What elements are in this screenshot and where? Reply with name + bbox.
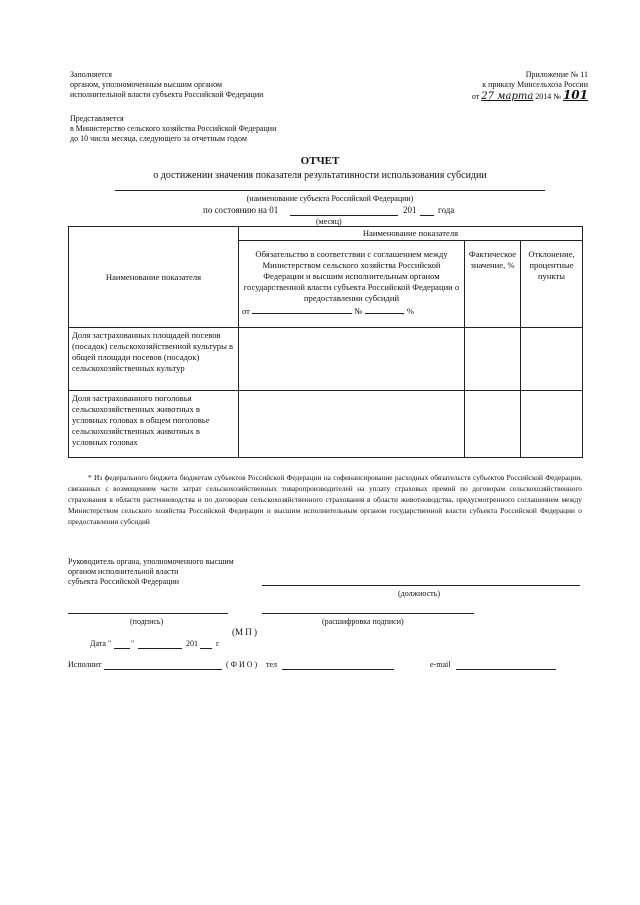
obligation-pct: , % [402,306,415,316]
as-of-month-line [290,215,398,216]
header-right [458,70,588,102]
executor-label: Исполнит [68,660,102,669]
report-subtitle: о достижении значения показателя результативности использования субсидии [153,170,487,181]
order-label: к приказу Минсельхоза России [482,80,588,89]
col-deviation: Отклонение, процентные пункты [521,241,583,328]
as-of-year: 201 [403,205,417,215]
col-obligation [239,241,465,328]
header-left-line: органом, уполномоченным высшим органом [70,80,222,89]
group-header: Наименование показателя [239,227,583,241]
position-caption: (должность) [398,589,440,598]
submission-line: Представляется [70,114,124,123]
obligation-from-blank [252,313,352,314]
order-number-handwritten: 101 [562,88,588,102]
submission-line: в Министерство сельского хозяйства Российской Федерации [70,124,277,133]
subject-caption: (наименование субъекта Российской Федерации) [246,194,414,203]
cell-obligation-value[interactable] [239,391,465,458]
header-left-line: Заполняется [70,70,112,79]
obligation-from: от [242,306,250,316]
submission-line: до 10 числа месяца, следующего за отчетным годом [70,134,247,143]
month-caption: (месяц) [316,217,342,226]
obligation-no-blank [365,313,403,314]
head-block [68,557,234,587]
cell-actual-value[interactable] [465,391,521,458]
head-line: Руководитель органа, уполномоченного высшим [68,557,234,566]
tel-label: тел [266,660,278,669]
row-indicator-crops: Доля застрахованных площадей посевов (посадок) сельскохозяйственной культуры в общей площади посевов (посадок) сельскохозяйственных культур [69,328,239,391]
head-line: органом исполнительной власти [68,567,179,576]
tel-line[interactable] [282,669,394,670]
cell-obligation-value[interactable] [239,328,465,391]
subject-name-line [115,190,545,191]
obligation-details [242,306,461,317]
as-of-year-line [420,215,434,216]
as-of-prefix: по состоянию на 01 [203,205,279,215]
obligation-text: Обязательство в соответствии с соглашением между Министерством сельского хозяйства Российской Федерации и высшим исполнительным органом государственной власти субъекта Российской Федерации о предоставлении субсидий [243,249,460,303]
table-row [69,391,583,458]
cell-deviation-value[interactable] [521,391,583,458]
order-date-handwritten: 27 марта [481,91,534,102]
stamp-label: (М П ) [232,627,257,637]
date-quote-close: " [131,639,135,648]
executor-line[interactable] [104,669,222,670]
signature-line[interactable] [68,613,228,614]
date-year: 201 [186,639,198,648]
head-line: субъекта Российской Федерации [68,577,180,586]
email-label: e-mail [430,660,451,669]
submission-block [70,114,276,144]
email-line[interactable] [456,669,556,670]
decode-caption: (расшифровка подписи) [322,617,404,626]
col-name-header: Наименование показателя [69,227,239,328]
col-actual: Фактическое значение, % [465,241,521,328]
cell-deviation-value[interactable] [521,328,583,391]
table-row [69,328,583,391]
table-header-row [69,227,583,241]
order-year: 2014 № [535,92,561,101]
header-left [70,70,263,100]
position-line[interactable] [262,585,580,586]
date-month-line[interactable] [138,648,182,649]
order-date-prefix: от [471,92,480,101]
date-year-line[interactable] [200,648,212,649]
as-of-suffix: года [438,205,455,215]
header-left-line: исполнительной власти субъекта Российской Федерации [70,90,264,99]
cell-actual-value[interactable] [465,328,521,391]
date-day-line[interactable] [114,648,130,649]
footnote: * Из федерального бюджета бюджетам субъектов Российской Федерации на софинансирование расходных обязательств субъектов Российской Федерации, связанных с возмещением части затрат сельскохозяйственных товаропроизводителей на уплату страховых премий по договорам сельскохозяйственного страхования в области растениеводства и по договорам сельскохозяйственного страхования в области животноводства, предусмотренного соглашением между Министерством сельского хозяйства Российской Федерации и высшим исполнительным органом государственной власти субъекта Российской Федерации о предоставлении субсидий [68,473,582,526]
date-g: г [216,639,220,648]
obligation-no: № [354,306,363,316]
report-title: ОТЧЕТ [300,155,340,167]
row-indicator-livestock: Доля застрахованного поголовья сельскохозяйственных животных в условных головах в общем поголовье сельскохозяйственных животных в условных головах [69,391,239,458]
signature-caption: (подпись) [130,617,164,626]
indicator-table [68,226,583,458]
appendix-label: Приложение № 11 [525,70,588,79]
fio-label: ( Ф И О ) [226,660,258,669]
date-label: Дата " [90,639,112,648]
decode-line[interactable] [262,613,474,614]
order-date-line [458,90,588,102]
